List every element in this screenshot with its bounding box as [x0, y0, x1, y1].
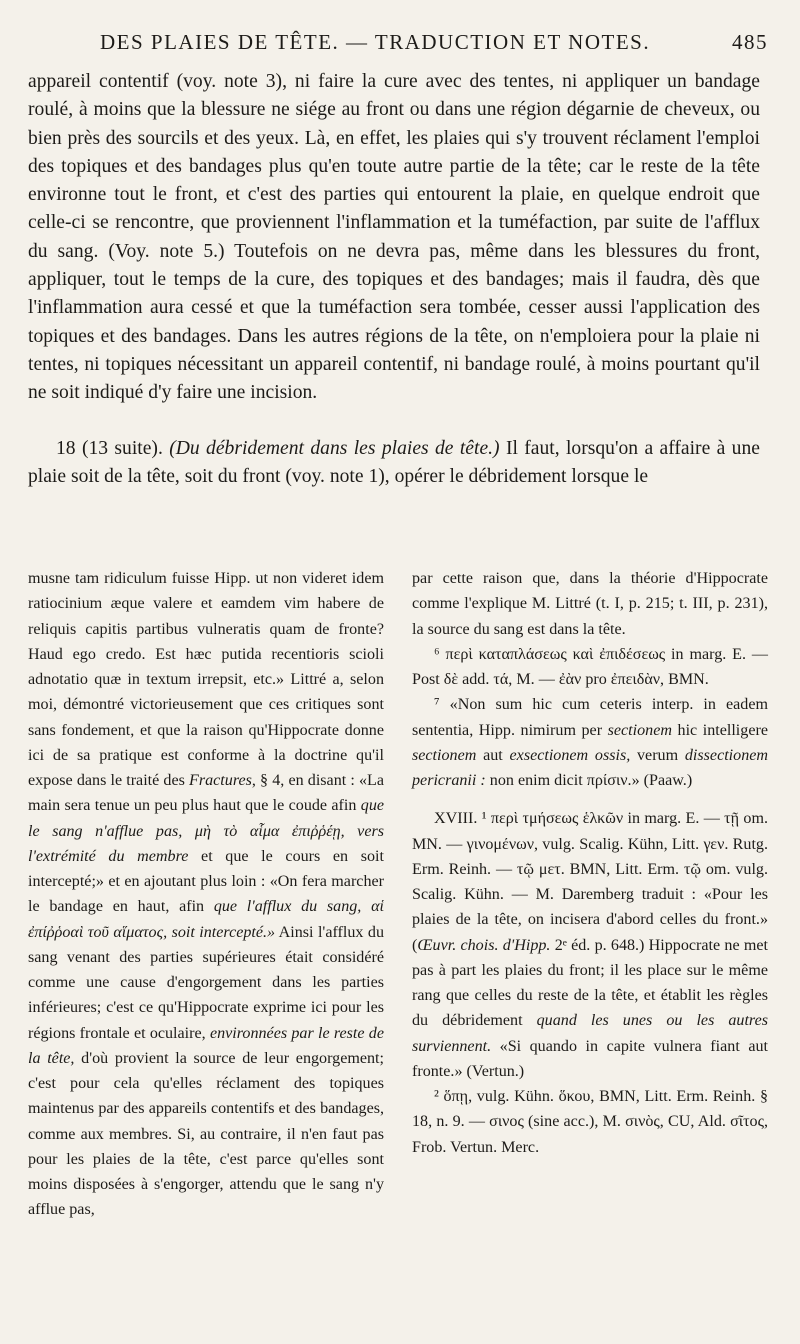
note-text: XVIII. ¹ περὶ τμήσεως ἑλκῶν in marg. E. — τῇ om. MN. — γινομένων, vulg. Scalig. Kühn, Litt. γεν. Rutg. Erm. Reinh. — τῷ μετ. BMN, Litt. Erm. τῷ om. vulg. Scalig. Kühn. — M. Daremberg traduit : «Pour les plaies de la tête, on incisera d'abord celles du front.» ( — [412, 810, 768, 954]
main-paragraph-1: appareil contentif (voy. note 3), ni faire la cure avec des tentes, ni appliquer un bandage roulé, à moins que la blessure ne siége au front ou dans une région dégarnie de cheveux, ou bien près des sourcils et des yeux. Là, en effet, les plaies qui s'y trouvent réclament l'emploi des topiques et des bandages plus qu'en toute autre partie de la tête; car le reste de la tête environne tout le front, et c'est des parties qui entourent la plaie, en quelque endroit que celle-ci se rencontre, que proviennent l'inflammation et la tuméfaction, par suite de l'afflux du sang. (Voy. note 5.) Toutefois on ne devra pas, même dans les blessures du front, appliquer, tout le temps de la cure, des topiques et des bandages; mais il faudra, dès que l'inflammation aura cessé et que la tuméfaction sera tombée, cesser aussi l'application des topiques et des bandages. Dans les autres régions de la tête, on n'emploiera pour la plaie ni tentes, ni topiques nécessitant un appareil contentif, ni bandage roulé, à moins pourtant qu'il ne soit indiqué d'y faire une incision. — [28, 71, 760, 404]
note-text: , § 4, en disant : «La main sera tenue un peu plus haut que le coude afin — [28, 772, 384, 815]
note-italic: exsectionem ossis, — [509, 746, 631, 764]
section-title: (Du débridement dans les plaies de tête.) — [169, 437, 500, 459]
note-6: ⁶ περὶ καταπλάσεως καὶ ἐπιδέσεως in marg. E. — Post δὲ add. τά, M. — ἐὰν pro ἐπειδὰν, BMN. — [412, 645, 768, 688]
note-italic: Fractures — [189, 772, 252, 789]
note-continuation-right: par cette raison que, dans la théorie d'Hippocrate comme l'explique M. Littré (t. I, p. 215; t. III, p. 231), la source du sang est dans la tête. — [412, 570, 768, 638]
running-head — [100, 30, 768, 60]
note-italic: environnées par le reste de la tête, — [28, 1024, 384, 1067]
notes-right-column — [412, 566, 768, 1160]
note-text: «Si quando in capite vulnera fiant aut fronte.» (Vertun.) — [412, 1037, 768, 1080]
note-continuation — [28, 566, 384, 1223]
note-18-1 — [412, 806, 768, 1084]
note-7 — [412, 692, 768, 793]
note-text: aut — [483, 746, 503, 764]
page-number: 485 — [732, 30, 768, 54]
note-text: hic intelligere — [677, 721, 768, 739]
section-text: Il faut, lorsqu'on a affaire à une plaie soit de la tête, soit du front (voy. note 1), opérer le débridement lorsque le — [28, 437, 760, 487]
note-text: et que le cours en soit intercepté;» et en ajoutant plus loin : «On fera marcher le bandage en haut, afin — [28, 847, 384, 916]
note-text: 2ᵉ éd. p. 648.) Hippocrate ne met pas à part les plaies du front; il les place sur le même rang que celles du reste de la tête, et établit les règles du débridement — [412, 936, 768, 1030]
note-italic: sectionem — [607, 721, 672, 739]
note-italic: Œuvr. chois. d'Hipp. — [417, 936, 551, 954]
main-paragraph-2 — [28, 435, 760, 492]
note-text: d'où provient la source de leur engorgement; c'est pour cela qu'elles réclament des topiques maintenus par des appareils contentifs et des bandages, comme aux membres. Si, au contraire, il n'en faut pas pour les plaies de la tête, c'est parce qu'elles sont moins disposées à s'engorger, attendu que le sang n'y afflue pas, — [28, 1049, 385, 1219]
note-text: musne tam ridiculum fuisse Hipp. ut non videret idem ratiocinium æque valere et eamdem vim habere de reliquis capitis partibus vulneratis quam de fronte? Haud ego credo. Est hæc putida recentioris scioli adnotatio quæ in textum irrepsit, etc.» Littré a, selon moi, démontré victorieusement que ces critiques sont sans fondement, et que la raison qu'Hippocrate donne ici de sa pratique est conforme à la doctrine qu'il expose dans le traité des — [28, 570, 384, 789]
note-text: non enim dicit πρίσιν.» (Paaw.) — [489, 772, 693, 789]
note-text: Ainsi l'afflux du sang venant des parties supérieures était considéré comme une cause d'engorgement dans les parties inférieures; c'est ce qu'Hippocrate exprime ici pour les régions frontale et oculaire, — [28, 923, 385, 1042]
note-italic: sectionem — [412, 746, 477, 764]
note-italic: que l'afflux du sang, αἱ ἐπίῤῥοαὶ τοῦ αἵματος, soit intercepté.» — [28, 898, 384, 941]
note-italic: que le sang n'afflue pas, μὴ τὸ αἷμα ἐπιῤῥέῃ, vers l'extrémité du membre — [28, 797, 385, 865]
note-text: verum — [637, 746, 679, 764]
note-text: ⁷ «Non sum hic cum ceteris interp. in eadem sententia, Hipp. nimirum per — [412, 696, 768, 739]
note-18-2: ² ὅπῃ, vulg. Kühn. ὅκου, BMN, Litt. Erm. Reinh. § 18, n. 9. — σινος (sine acc.), M. σινὸς, CU, Ald. σῖτος, Frob. Vertun. Merc. — [412, 1088, 768, 1156]
main-text — [28, 68, 760, 491]
note-italic: dissectionem pericranii : — [412, 746, 769, 789]
note-italic: quand les unes ou les autres surviennent. — [412, 1012, 769, 1055]
notes-left-column — [28, 566, 384, 1223]
section-number: 18 (13 suite). — [56, 437, 163, 459]
running-title: DES PLAIES DE TÊTE. — TRADUCTION ET NOTES. — [100, 30, 651, 54]
